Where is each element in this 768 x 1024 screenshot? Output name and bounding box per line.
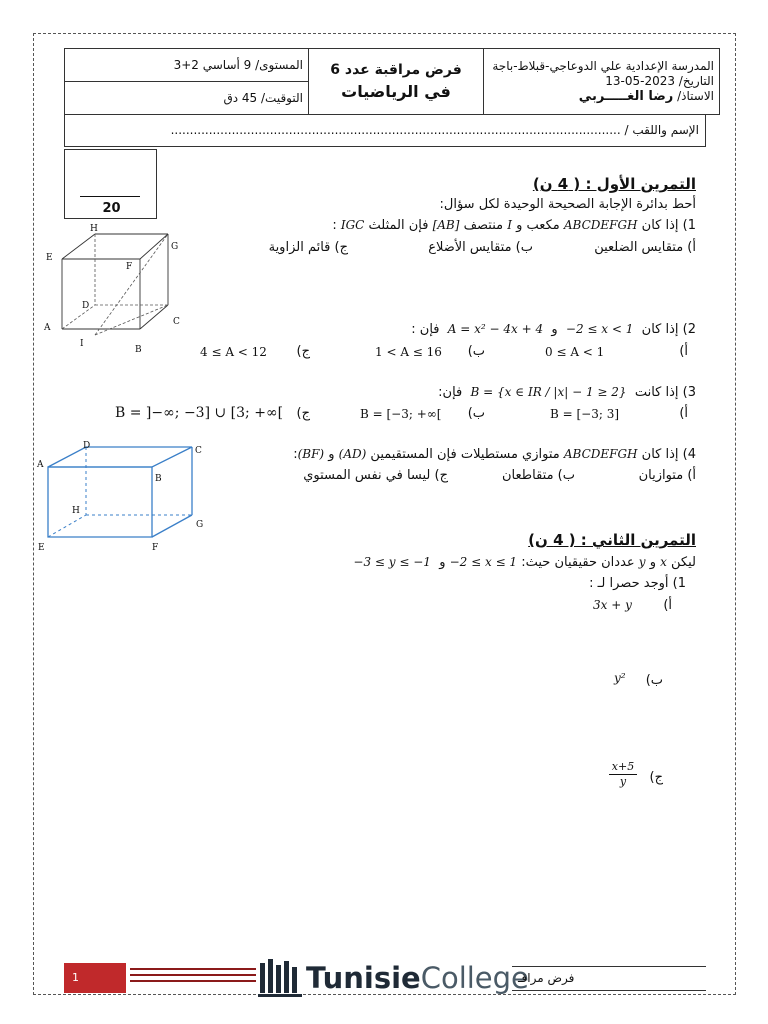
q2-option-c[interactable]: 4 ≤ A < 12 — [200, 345, 267, 359]
books-logo-icon — [258, 957, 306, 999]
q3-text-a: إذا كانت — [634, 385, 679, 400]
footer-rule-right-bottom — [512, 990, 706, 991]
cube-label-h: H — [90, 224, 98, 234]
teacher-label: الاستاذ/ — [677, 89, 714, 103]
footer-rule-2 — [130, 974, 256, 976]
student-name-row[interactable] — [64, 115, 706, 147]
cuboid-label-b: B — [155, 474, 162, 484]
q4-math-solid: ABCDEFGH — [563, 447, 638, 461]
q1-option-a[interactable]: أ) متقايس الضلعين — [594, 240, 696, 255]
exercise2-title: التمرين الثاني : ( 4 ن) — [528, 531, 696, 549]
q4-text-d: : — [293, 447, 298, 462]
q1-math-i: I — [507, 218, 512, 232]
q4-statement — [293, 447, 696, 462]
q2-expression: A = x² − 4x + 4 — [447, 322, 544, 336]
q2-number: 2) — [682, 322, 696, 337]
q1-text-b: مكعب و — [512, 218, 564, 233]
q1-text-a: إذا كان — [637, 218, 679, 233]
q1-math-cube: ABCDEFGH — [563, 218, 638, 232]
q1-math-ab: [AB] — [432, 218, 460, 232]
ex2-condition-y: −3 ≤ y ≤ −1 — [353, 555, 431, 569]
logo-text-tunisie: Tunisie — [306, 960, 421, 995]
q1-statement — [332, 218, 696, 233]
q3-option-a[interactable]: B = [−3; 3] — [550, 407, 620, 421]
q2-condition: −2 ≤ x < 1 — [565, 322, 634, 336]
name-dots: ...................................................................................................................... — [170, 123, 621, 137]
q3-option-a-label[interactable]: أ) — [679, 406, 688, 421]
exam-date: التاريخ/ 2023-05-13 — [605, 74, 714, 88]
ex2-part-c-fraction — [607, 760, 639, 788]
logo-text-college: College — [420, 960, 529, 995]
q1-option-c[interactable]: ج) قائم الزاوية — [268, 240, 348, 255]
ex2-and: و — [645, 555, 661, 570]
exam-title-cell — [309, 49, 484, 115]
q4-text-a: إذا كان — [637, 447, 679, 462]
cube-label-d: D — [82, 301, 90, 311]
q1-option-b[interactable]: ب) متقايس الأضلاع — [428, 240, 533, 255]
footer-rule-3 — [130, 980, 256, 982]
name-label: الإسم واللقب / — [620, 123, 699, 137]
ex2-part-b-expr: y² — [614, 671, 626, 685]
ex2-intro-b: عددان حقيقيان حيث: — [517, 555, 639, 570]
ex2-condition-x: −2 ≤ x ≤ 1 — [449, 555, 518, 569]
cuboid-label-e: E — [38, 543, 45, 553]
teacher-name: رضا الغـــــربي — [578, 89, 674, 104]
cuboid-label-g: G — [196, 520, 204, 530]
q2-statement — [411, 322, 696, 337]
q3-statement — [438, 385, 696, 400]
school-info-cell — [484, 49, 720, 115]
q2-option-b[interactable]: 1 < A ≤ 16 — [375, 345, 442, 359]
ex2-part-c-label: ج) — [649, 770, 663, 785]
level-text: المستوى/ 9 أساسي 2+3 — [173, 58, 303, 72]
q4-option-a[interactable]: أ) متوازيان — [638, 468, 696, 483]
q3-option-c-label[interactable]: ج) — [296, 406, 310, 421]
cuboid-label-h: H — [72, 506, 80, 516]
cube-figure — [40, 222, 190, 357]
level-cell — [65, 49, 309, 82]
ex2-var-y: y — [638, 555, 646, 569]
q2-option-a[interactable]: 0 ≤ A < 1 — [545, 345, 605, 359]
q1-text-e: : — [332, 218, 341, 233]
cube-label-e: E — [46, 253, 53, 263]
cube-label-c: C — [173, 317, 180, 327]
ex2-intro-a: ليكن — [666, 555, 696, 570]
cube-label-a: A — [44, 323, 51, 333]
subject-title: في الرياضيات — [341, 82, 451, 101]
cube-label-f: F — [126, 262, 133, 272]
cuboid-label-d: D — [83, 441, 91, 451]
q4-option-c[interactable]: ج) ليسا في نفس المستوي — [303, 468, 448, 483]
tunisiecollege-logo — [258, 955, 529, 1000]
fraction-numerator: x+5 — [611, 760, 635, 773]
q1-text-c: منتصف — [459, 218, 508, 233]
footer-exam-label: فرض مراقـ — [518, 971, 575, 985]
q4-math-bf: (BF) — [297, 447, 325, 461]
footer-rule-right — [512, 966, 706, 967]
q2-option-b-label[interactable]: ب) — [467, 344, 485, 359]
footer-rule-1 — [130, 968, 256, 970]
cube-label-g: G — [171, 242, 179, 252]
teacher-line — [489, 89, 714, 104]
fraction-denominator: y — [619, 775, 627, 788]
cuboid-label-f: F — [152, 543, 159, 553]
cuboid-label-a: A — [37, 460, 44, 470]
ex2-and-2: و — [435, 555, 450, 570]
exercise1-instruction: أحط بدائرة الإجابة الصحيحة الوحيدة لكل سؤال: — [439, 197, 696, 212]
exercise2-intro — [353, 555, 696, 570]
q3-text-b: فإن: — [438, 385, 463, 400]
q3-option-b-label[interactable]: ب) — [467, 406, 485, 421]
q1-text-d: فإن المثلث — [364, 218, 433, 233]
exam-header — [64, 48, 720, 115]
cube-label-b: B — [135, 345, 142, 355]
q2-text-a: إذا كان — [641, 322, 679, 337]
score-box — [64, 149, 157, 219]
ex2-q1: 1) أوجد حصرا لـ : — [589, 576, 686, 591]
q1-math-igc: IGC — [340, 218, 365, 232]
score-total: 20 — [102, 201, 121, 216]
q3-option-b[interactable]: B = [−3; +∞[ — [360, 407, 442, 421]
exercise1-title: التمرين الأول : ( 4 ن) — [532, 175, 696, 193]
ex2-var-x: x — [660, 555, 667, 569]
school-name: المدرسة الإعدادية علي الدوعاجي-قبلاط-باجة — [492, 59, 714, 73]
q4-text-b: متوازي مستطيلات فإن المستقيمين — [366, 447, 564, 462]
q3-number: 3) — [682, 385, 696, 400]
q4-math-ad: (AD) — [338, 447, 367, 461]
q4-option-b[interactable]: ب) متقاطعان — [502, 468, 575, 483]
q2-text-b: فإن : — [411, 322, 440, 337]
q3-expression: B = {x ∈ IR / |x| − 1 ≥ 2} — [470, 385, 627, 399]
duration-cell — [65, 82, 309, 115]
page-number: 1 — [64, 963, 126, 993]
score-line — [80, 196, 140, 197]
q4-number: 4) — [682, 447, 696, 462]
q2-option-c-label[interactable]: ج) — [296, 344, 310, 359]
q3-option-c[interactable]: B = ]−∞; −3] ∪ [3; +∞[ — [115, 405, 284, 421]
ex2-part-b-label: ب) — [645, 673, 663, 688]
ex2-part-a-expr: 3x + y — [593, 598, 632, 612]
cuboid-figure — [34, 437, 214, 557]
q2-option-a-label[interactable]: أ) — [679, 344, 688, 359]
exam-title: فرض مراقبة عدد 6 — [330, 62, 462, 78]
cuboid-label-c: C — [195, 446, 202, 456]
q4-text-c: و — [324, 447, 339, 462]
ex2-part-a-label: أ) — [663, 598, 672, 613]
q1-number: 1) — [682, 218, 696, 233]
q2-and: و — [551, 322, 558, 337]
duration-text: التوقيت/ 45 دق — [223, 91, 303, 105]
cube-label-i: I — [80, 339, 84, 349]
